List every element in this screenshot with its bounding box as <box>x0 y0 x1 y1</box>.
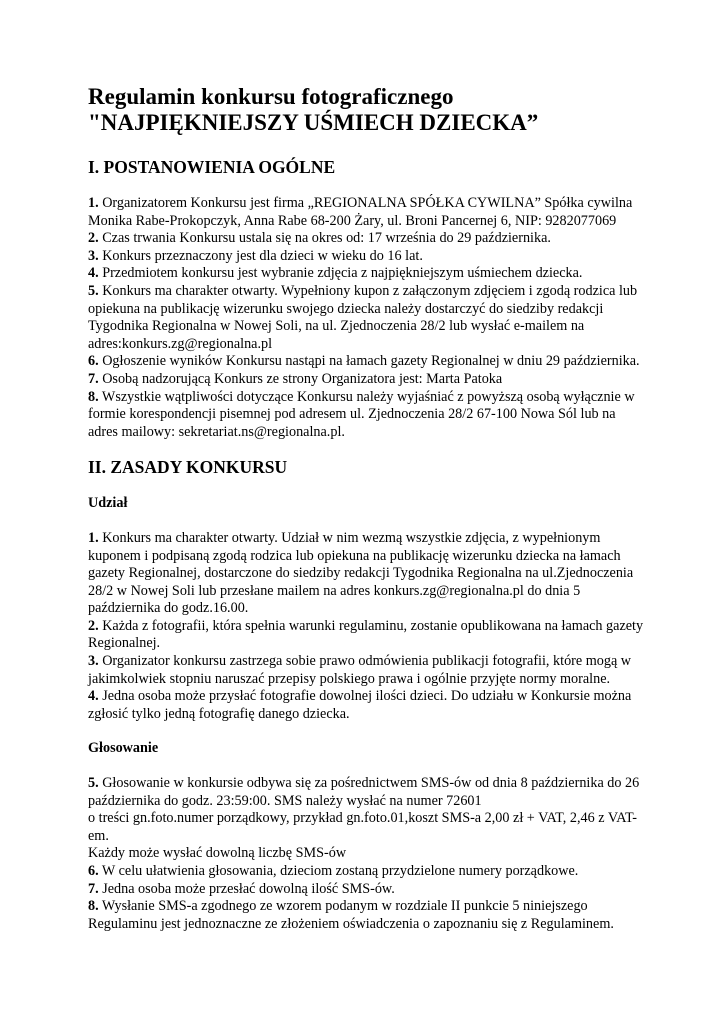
list-item: 1. Organizatorem Konkursu jest firma „REGIONALNA SPÓŁKA CYWILNA” Spółka cywilna Monika Rabe-Prokopczyk, Anna Rabe 68-200 Żary, ul. Broni Pancernej 6, NIP: 9282077069 <box>88 195 633 229</box>
document-title <box>88 84 648 136</box>
list-item: 2. Czas trwania Konkursu ustala się na okres od: 17 września do 29 października. <box>88 230 551 247</box>
list-item: 4. Jedna osoba może przysłać fotografie dowolnej ilości dzieci. Do udziału w Konkursie można zgłosić tylko jedną fotografię danego dziecka. <box>88 688 632 722</box>
list-item: 1. Konkurs ma charakter otwarty. Udział w nim wezmą wszystkie zdjęcia, z wypełnionym kuponem i podpisaną zgodą rodzica lub opiekuna na publikację wizerunku dziecka na łamach gazety Regionalnej, dostarczone do siedziby redakcji Tygodnika Regionalna na ul.Zjednoczenia 28/2 w Nowej Soli lub przesłane mailem na adres konkurs.zg@regionalna.pl do dnia 5 października do godz.16.00. <box>88 529 634 617</box>
list-item: 6. W celu ułatwienia głosowania, dzieciom zostaną przydzielone numery porządkowe. <box>88 863 579 879</box>
subsection-udzial-heading: Udział <box>88 495 128 512</box>
list-item: 7. Osobą nadzorującą Konkurs ze strony Organizatora jest: Marta Patoka <box>88 370 503 387</box>
glosowanie-list <box>88 775 648 933</box>
list-item: 8. Wszystkie wątpliwości dotyczące Konkursu należy wyjaśniać z powyższą osobą wyłącznie w formie korespondencji pisemnej pod adresem ul. Zjednoczenia 28/2 67-100 Nowa Sól lub na adres mailowy: sekretariat.ns@regionalna.pl. <box>88 388 635 440</box>
list-item: 3. Konkurs przeznaczony jest dla dzieci w wieku do 16 lat. <box>88 247 423 264</box>
title-line-2: "NAJPIĘKNIEJSZY UŚMIECH DZIECKA” <box>88 110 539 135</box>
title-line-1: Regulamin konkursu fotograficznego <box>88 84 454 109</box>
list-item-continuation: o treści gn.foto.numer porządkowy, przykład gn.foto.01,koszt SMS-a 2,00 zł + VAT, 2,46 z VAT-em. <box>88 810 638 844</box>
list-item: 6. Ogłoszenie wyników Konkursu nastąpi na łamach gazety Regionalnej w dniu 29 października. <box>88 353 640 370</box>
udzial-list <box>88 530 648 724</box>
section-1-list <box>88 195 648 441</box>
section-1-heading: I. POSTANOWIENIA OGÓLNE <box>88 157 336 177</box>
list-item-continuation: Każdy może wysłać dowolną liczbę SMS-ów <box>88 845 347 862</box>
list-item: 5. Głosowanie w konkursie odbywa się za pośrednictwem SMS-ów od dnia 8 października do 26 października do godz. 23:59:00. SMS należy wysłać na numer 72601 <box>88 775 640 809</box>
section-2-heading: II. ZASADY KONKURSU <box>88 457 288 478</box>
document-page <box>88 84 648 933</box>
subsection-glosowanie-heading: Głosowanie <box>88 740 159 757</box>
list-item: 5. Konkurs ma charakter otwarty. Wypełniony kupon z załączonym zdjęciem i zgodą rodzica lub opiekuna na publikację wizerunku swojego dziecka należy dostarczyć do siedziby redakcji Tygodnika Regionalna w Nowej Soli, na ul. Zjednoczenia 28/2 lub wysłać e-mailem na adres:konkurs.zg@regionalna.pl <box>88 282 638 352</box>
list-item: 8. Wysłanie SMS-a zgodnego ze wzorem podanym w rozdziale II punkcie 5 niniejszego Regulaminu jest jednoznaczne ze złożeniem oświadczenia o zapoznaniu się z Regulaminem. <box>88 898 614 932</box>
list-item: 7. Jedna osoba może przesłać dowolną ilość SMS-ów. <box>88 880 395 897</box>
list-item: 4. Przedmiotem konkursu jest wybranie zdjęcia z najpiękniejszym uśmiechem dziecka. <box>88 265 583 282</box>
list-item: 3. Organizator konkursu zastrzega sobie prawo odmówienia publikacji fotografii, które mogą w jakimkolwiek stopniu naruszać przepisy polskiego prawa i ogólnie przyjęte normy moralne. <box>88 653 632 687</box>
list-item: 2. Każda z fotografii, która spełnia warunki regulaminu, zostanie opublikowana na łamach gazety Regionalnej. <box>88 617 644 652</box>
